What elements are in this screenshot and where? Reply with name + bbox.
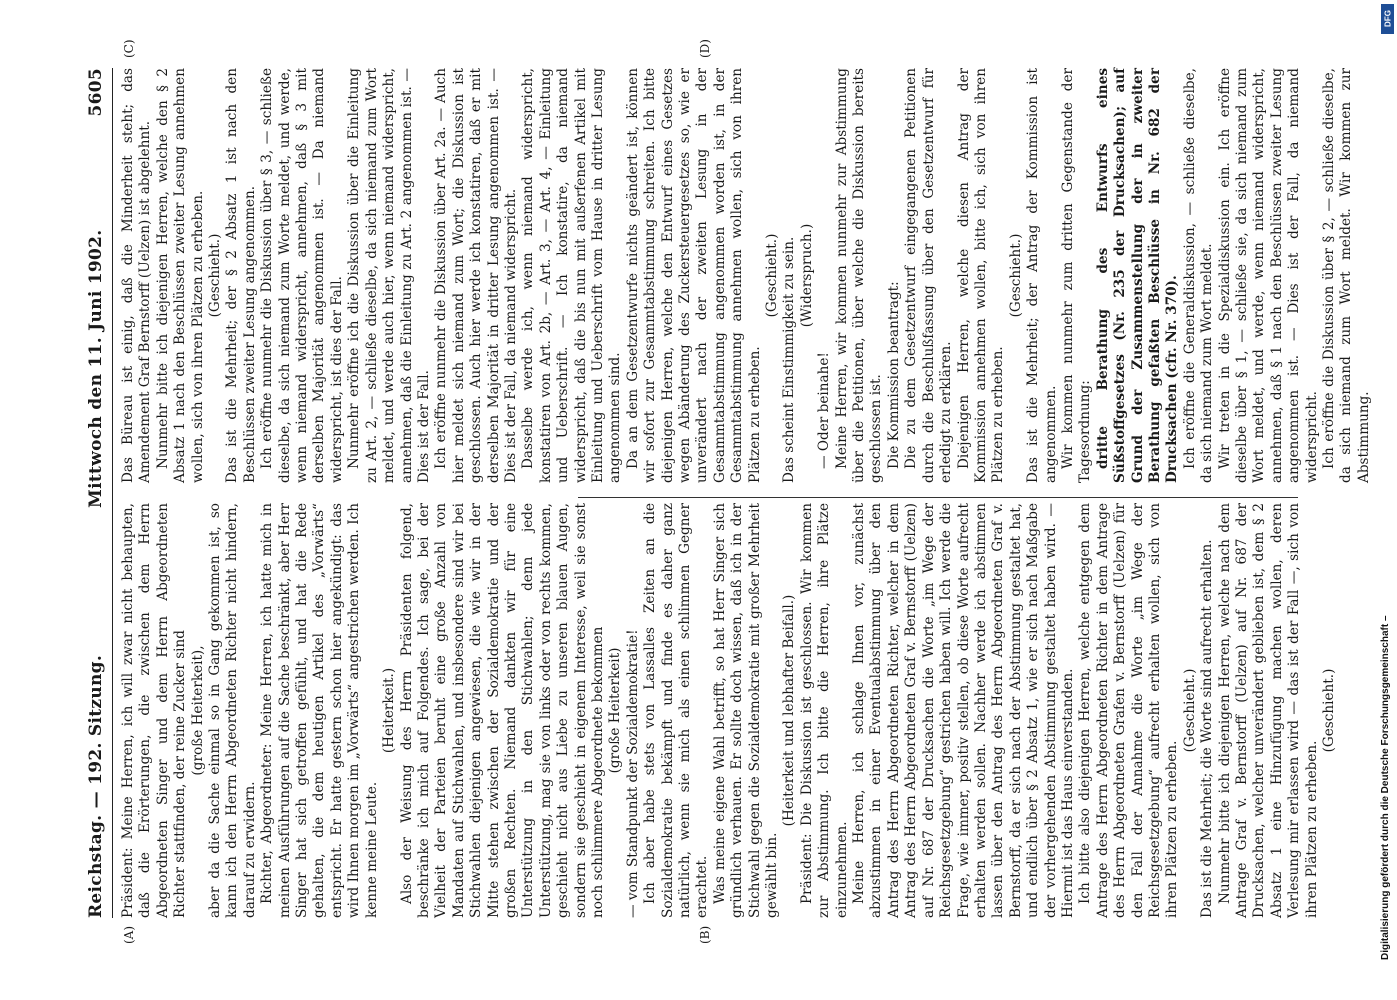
margin-marker-a: (A) <box>122 925 136 944</box>
newspaper-page <box>78 28 1372 958</box>
paragraph: (Geschieht.) <box>1321 668 1338 753</box>
header-date: Mittwoch den 11. Juni 1902. <box>86 229 106 508</box>
left-column <box>120 503 1338 918</box>
dfg-logo: DFG <box>1381 4 1394 34</box>
paragraph: (Geschieht.) <box>1181 668 1198 753</box>
paragraph: Meine Herren, ich schlage Ihnen vor, zunächst abzustimmen in einer Eventualabstimmung über den Antrag des Herrn Abgeordneten Richter, welcher in dem Antrag des Herrn Abgeordneten Graf v. Bernstorff (Uelzen) auf Nr. 687 der Drucksachen die Worte „im Wege der Reichsgesetzgebung“ gestrichen haben will. Ich werde die Frage, wie immer, positiv stellen, ob diese Worte aufrecht erhalten werden sollen. Nachher werde ich abstimmen lassen über den Antrag des Herrn Abgeordneten Graf v. Bernstorff, da er sich nach der Abstimmung gestaltet hat, und endlich über § 2 Absatz 1, wie er sich nach Maßgabe der vorhergehenden Abstimmung gestaltet haben wird. — Hiermit ist das Haus einverstanden. <box>851 503 1076 918</box>
header-left: Reichstag. — 192. Sitzung. <box>86 654 106 918</box>
paragraph: Nunmehr bitte ich diejenigen Herren, welche nach dem Antrage Graf v. Bernstorff (Uelzen) auf Nr. 687 der Drucksachen, welcher unverändert geblieben ist, dem § 2 Absatz 1 eine Hinzufügung machen wollen, deren Verlesung mir erlassen wird — das ist der Fall —, sich von ihren Plätzen zu erheben. <box>1216 503 1320 918</box>
digitization-notice <box>1380 40 1394 960</box>
page-number: 5605 <box>86 68 106 117</box>
paragraph: Diejenigen Herren, welche diesen Antrag der Kommission annehmen wollen, bitte ich, sich von ihren Plätzen zu erheben. <box>955 68 1007 483</box>
paragraph: Meine Herren, wir kommen nunmehr zur Abstimmung über die Petitionen, über welche die Diskussion bereits geschlossen ist. <box>833 68 885 483</box>
paragraph: (Geschieht.) <box>764 233 781 318</box>
paragraph: (Geschieht.) <box>1007 233 1024 318</box>
paragraph: Nunmehr bitte ich diejenigen Herren, welche den § 2 Absatz 1 nach den Beschlüssen zweiter Lesung annehmen wollen, sich von ihren Plätzen zu erheben. <box>154 68 206 483</box>
paragraph: Das Büreau ist einig, daß die Minderheit steht; das Amendement Graf Bernstorff (Uelzen) ist abgelehnt. <box>120 68 154 483</box>
paragraph: Wir kommen nunmehr zum dritten Gegenstande der Tagesordnung: <box>1059 68 1094 483</box>
paragraph: Präsident: Die Diskussion ist geschlossen. Wir kommen zur Abstimmung. Ich bitte die Herren, ihre Plätze einzunehmen. <box>798 503 850 918</box>
margin-marker-c: (C) <box>122 39 136 58</box>
paragraph: Das ist die Mehrheit; der Antrag der Kommission ist angenommen. <box>1025 68 1059 483</box>
paragraph: — Oder beinahe! <box>816 352 833 469</box>
paragraph: Dasselbe werde ich, wenn niemand widerspricht, konstatiren von Art. 2b, — Art. 3, — Art. 4, — Einleitung und Ueberschrift. — Ich konstatire, da niemand widerspricht, daß die bis nun mit außerfenen Artikel mit Einleitung und Ueberschrift vom Hause in dritter Lesung angenommen sind. <box>520 68 624 483</box>
paragraph: Nunmehr eröffne ich die Diskussion über die Einleitung zu Art. 2, — schließe dieselbe, da sich niemand zum Wort meldet, und werde auch hier, wenn niemand widerspricht, annehmen, daß die Einleitung zu Art. 2 angenommen ist. — Dies ist der Fall. <box>346 68 432 483</box>
paragraph: Ich eröffne nunmehr die Diskussion über § 3, — schließe dieselbe, da sich niemand zum Worte meldet, und werde, wenn niemand widerspricht, annehmen, daß § 3 mit derselben Majorität angenommen ist. — Da niemand widerspricht, ist dies der Fall. <box>259 68 345 483</box>
paragraph: Das ist die Mehrheit; der § 2 Absatz 1 ist nach den Beschlüssen zweiter Lesung angenommen. <box>224 68 258 483</box>
column-divider <box>578 497 1298 498</box>
paragraph: (große Heiterkeit), <box>189 645 206 776</box>
margin-marker-d: (D) <box>698 39 712 58</box>
page-header <box>86 68 112 918</box>
paragraph: Also der Weisung des Herrn Präsidenten folgend, beschränke ich mich auf Folgendes. Ich sage, bei der Vielheit der Parteien beruht eine große Anzahl von Mandaten auf Stichwahlen, und insbesondere sind wir bei Stichwahlen diejenigen angewiesen, die wie wir in der Mitte stehen zwischen der Sozialdemokratie und der großen Rechten. Niemand dankten wir für eine Unterstützung in den Stichwahlen; denn jede Unterstützung, mag sie von links oder von rechts kommen, geschieht nicht aus Liebe zu unseren blauen Augen, sondern sie geschieht in eigenem Interesse, weil sie sonst noch schlimmere Abgeordnete bekommen <box>398 503 606 918</box>
margin-marker-b: (B) <box>698 925 712 944</box>
paragraph: (Heiterkeit und lebhafter Beifall.) <box>781 594 798 827</box>
paragraph: Richter, Abgeordneter: Meine Herren, ich hatte mich in meinen Ausführungen auf die Sache beschränkt, aber Herr Singer hat sich getroffen gefühlt, und hat die Rede gehalten, die dem heutigen Artikel des „Vorwärts“ entspricht. Er hatte gestern schon hier angekündigt: das wird Ihnen morgen im „Vorwärts“ angestrichen werden. Ich kenne meine Leute. <box>259 503 380 918</box>
paragraph: (Heiterkeit.) <box>381 667 398 754</box>
paragraph: Ich eröffne die Diskussion über § 2, — schließe dieselbe, da sich niemand zum Wort meldet. Wir kommen zur Abstimmung. <box>1321 68 1372 483</box>
right-column <box>120 68 1372 483</box>
paragraph: Ich bitte also diejenigen Herren, welche entgegen dem Antrage des Herrn Abgeordneten Richter in dem Antrage des Herrn Abgeordneten Grafen v. Bernstorff (Uelzen) für den Fall der Annahme die Worte „im Wege der Reichsgesetzgebung“ aufrecht erhalten wollen, sich von ihren Plätzen zu erheben. <box>1077 503 1181 918</box>
paragraph: Das scheint Einstimmigkeit zu sein. <box>781 236 798 483</box>
paragraph: aber da die Sache einmal so in Gang gekommen ist, so kann ich den Herrn Abgeordneten Richter nicht hindern, darauf zu erwidern. <box>207 503 258 918</box>
paragraph: Wir treten in die Spezialdiskussion ein. Ich eröffne dieselbe über § 1, — schließe sie, da sich niemand zum Wort meldet, und werde, wenn niemand widerspricht, annehmen, daß § 1 nach den Beschlüssen zweiter Lesung angenommen ist. — Dies ist der Fall, da niemand widerspricht. <box>1216 68 1320 483</box>
paragraph: (Geschieht.) <box>207 233 224 318</box>
agenda-item: dritte Berathung des Entwurfs eines Süßstoffgesetzes (Nr. 235 der Drucksachen); auf Grund der Zusammenstellung der in zweiter Berathung gefaßten Beschlüsse in Nr. 682 der Drucksachen (cfr. Nr. 370). <box>1094 68 1181 483</box>
paragraph: (große Heiterkeit) <box>607 647 624 774</box>
paragraph: Die Kommission beantragt: <box>885 281 902 469</box>
digitization-notice-text: Digitalisierung gefördert durch die Deutsche Forschungsgemeinschaft – <box>1380 615 1391 960</box>
header-rule <box>112 68 113 918</box>
paragraph: Ich eröffne die Generaldiskussion, — schließe dieselbe, da sich niemand zum Wort meldet. <box>1181 68 1216 483</box>
paragraph: Da an dem Gesetzentwurfe nichts geändert ist, können wir sofort zur Gesammtabstimmung schreiten. Ich bitte diejenigen Herren, welche den Entwurf eines Gesetzes wegen Abänderung des Zuckersteuergesetzes so, wie er unverändert nach der zweiten Lesung in der Gesammtabstimmung angenommen worden ist, in der Gesammtabstimmung annehmen wollen, sich von ihren Plätzen zu erheben. <box>624 68 763 483</box>
paragraph: (Widerspruch.) <box>798 223 815 328</box>
paragraph: Was meine eigene Wahl betrifft, so hat Herr Singer sich gründlich verhauen. Er sollte doch wissen, daß ich in der Stichwahl gegen die Sozialdemokratie mit großer Mehrheit gewählt bin. <box>711 503 781 918</box>
paragraph: — vom Standpunkt der Sozialdemokratie! <box>624 629 641 918</box>
paragraph: Ich aber habe stets von Lassalles Zeiten an die Sozialdemokratie bekämpft und finde es daher ganz natürlich, wenn sie mich als einen schlimmen Gegner erachtet. <box>642 503 711 918</box>
paragraph: Die zu dem Gesetzentwurf eingegangenen Petitionen durch die Beschlußfassung über den Gesetzentwurf für erledigt zu erklären. <box>903 68 955 483</box>
paragraph: Ich eröffne nunmehr die Diskussion über Art. 2a. — Auch hier meldet sich niemand zum Wort; die Diskussion ist geschlossen. Auch hier werde ich konstatiren, daß er mit derselben Majorität in dritter Lesung angenommen ist. — Dies ist der Fall, da niemand widerspricht. <box>433 68 519 483</box>
paragraph: Präsident: Meine Herren, ich will zwar nicht behaupten, daß die Erörterungen, die zwischen dem Herrn Abgeordneten Singer und dem Herrn Abgeordneten Richter stattfinden, der reine Zucker sind <box>120 503 189 918</box>
paragraph: Das ist die Mehrheit; die Worte sind aufrecht erhalten. <box>1199 539 1216 918</box>
